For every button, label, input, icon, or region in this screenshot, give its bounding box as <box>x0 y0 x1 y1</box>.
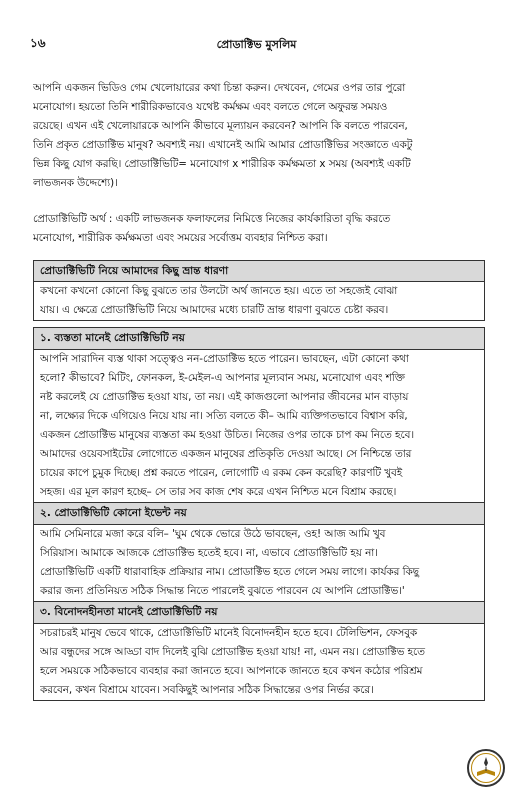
definition-line: প্রোডাক্টিভিটি অর্থ : একটি লাভজনক ফলাফলের নিমিত্তে নিজের কার্যকারিতা বৃদ্ধি করতে <box>33 213 391 225</box>
definition-paragraph <box>33 210 485 248</box>
intro-paragraph <box>33 79 485 193</box>
definition-line: মনোযোগ, শারীরিক কর্মক্ষমতা এবং সময়ের সর্বোত্তম ব্যবহার নিশ্চিত করা। <box>33 232 328 244</box>
section-line: চায়ের কাপে চুমুক দিচ্ছে। প্রশ্ন করতে পারেন, লোগোটি এ রকম কেন করেছি? কারণটি খুবই <box>40 467 403 479</box>
intro-line: মনোযোগ। হয়তো তিনি শারীরিকভাবেও যথেষ্ট কর্মক্ষম এবং বলতে গেলে অফুরন্ত সময়ও <box>33 101 388 113</box>
page-header <box>30 36 483 54</box>
intro-line: আপনি একজন ভিডিও গেম খেলোয়ারের কথা চিন্তা করুন। দেখবেন, গেমের ওপর তার পুরো <box>33 82 406 94</box>
section-line: আপনি সারাদিন ব্যস্ত থাকা সত্ত্বেও নন-প্রোডাক্টিভ হতে পারেন। ভাবছেন, এটা কোনো কথা <box>40 353 409 365</box>
section-line: সহজ। এর মূল কারণ হচ্ছে– সে তার সব কাজ শেষ করে এখন নিশ্চিত মনে বিশ্রাম করছে। <box>40 486 397 498</box>
section-heading-entertainment: ৩. বিনোদনহীনতা মানেই প্রোডাক্টিভিটি নয় <box>34 601 484 624</box>
section-line: না, লক্ষ্যের দিকে এগিয়েও নিয়ে যায় না। সত্যি বলতে কী– আমি ব্যক্তিগতভাবে বিশ্বাস করি, <box>40 410 408 422</box>
section-line: নষ্ট করলেই যে প্রোডাক্টিভ হওয়া যায়, তা নয়। এই কাজগুলো আপনার জীবনের মান বাড়ায় <box>40 391 409 403</box>
section-line: আমি সেমিনারে মজা করে বলি– 'ঘুম থেকে ভোরে উঠে ভাবছেন, ওহ! আজ আমি খুব <box>40 528 386 540</box>
misconceptions-line: কখনো কখনো কোনো কিছু বুঝতে তার উলটো অর্থ জানতে হয়। এতে তা সহজেই বোঝা <box>40 285 398 297</box>
section-line: প্রোডাক্টিভিটি একটি ধারাবাহিক প্রক্রিয়ার নাম। প্রোডাক্টিভ হতে গেলে সময় লাগে। কার্যকর কিছু <box>40 566 419 578</box>
section-line: একজন প্রোডাক্টিভ মানুষের ব্যস্ততা কম হওয়া উচিত। নিজের ওপর তাকে চাপ কম নিতে হবে। <box>40 429 415 441</box>
section-heading-busyness: ১. ব্যস্ততা মানেই প্রোডাক্টিভিটি নয় <box>34 328 484 350</box>
section-body-busyness <box>34 350 484 502</box>
intro-line: ভিন্ন কিছু যোগ করছি। প্রোডাক্টিভিটি= মনোযোগ x শারীরিক কর্মক্ষমতা x সময় (অবশ্যই একটি <box>33 158 411 170</box>
section-line: আমাদের ওয়েবসাইটের লোগোতে একজন মানুষের প্রতিকৃতি দেওয়া আছে। সে নিশ্চিন্তে তার <box>40 448 412 460</box>
book-logo-icon <box>466 748 506 788</box>
section-line: করার জন্য প্রতিনিয়ত সঠিক সিদ্ধান্ত নিতে পারলেই বুঝতে পারবেন যে আপনি প্রোডাক্টিভ।' <box>40 585 405 597</box>
section-body-event <box>34 525 484 601</box>
section-line: সিরিয়াস। আমাকে আজকে প্রোডাক্টিভ হতেই হবে। না, এভাবে প্রোডাক্টিভিটি হয় না। <box>40 547 378 559</box>
section-line: সচরাচরই মানুষ ভেবে থাকে, প্রোডাক্টিভিটি মানেই বিনোদনহীন হতে হবে। টেলিভিশন, ফেসবুক <box>40 627 418 639</box>
misconceptions-box <box>33 260 485 321</box>
section-heading-event: ২. প্রোডাক্টিভিটি কোনো ইভেন্ট নয় <box>34 502 484 525</box>
intro-line: তিনি প্রকৃত প্রোডাক্টিভ মানুষ? অবশ্যই নয়। এখানেই আমি আমার প্রোডাক্টিভির সংজ্ঞাতে একটু <box>33 139 413 151</box>
section-line: আর বন্ধুদের সঙ্গে আড্ডা বাদ দিলেই বুঝি প্রোডাক্টিভ হওয়া যায়! না, এমন নয়। প্রোডাক্টিভ হতে <box>40 646 425 658</box>
intro-line: রয়েছে। এখন এই খেলোয়ারকে আপনি কীভাবে মূল্যায়ন করবেন? আপনি কি বলতে পারবেন, <box>33 120 408 132</box>
sections-box <box>33 327 485 701</box>
misconceptions-heading: প্রোডাক্টিভিটি নিয়ে আমাদের কিছু ভ্রান্ত ধারণা <box>34 261 484 282</box>
intro-line: লাভজনক উদ্দেশ্যে)। <box>33 177 118 189</box>
misconceptions-body <box>34 282 484 320</box>
section-line: হলো? কীভাবে? মিটিং, ফোনকল, ই-মেইল-এ আপনার মূল্যবান সময়, মনোযোগ এবং শক্তি <box>40 372 405 384</box>
misconceptions-line: যায়। এ ক্ষেত্রে প্রোডাক্টিভিটি নিয়ে আমাদের মধ্যে চারটি ভ্রান্ত ধারণা বুঝতে চেষ্টা করব। <box>40 304 389 316</box>
section-line: হলে সময়কে সঠিকভাবে ব্যবহার করা জানতে হবে। আপনাকে জানতে হবে কখন কঠোর পরিশ্রম <box>40 665 423 677</box>
section-body-entertainment <box>34 624 484 700</box>
section-line: করবেন, কখন বিশ্রামে যাবেন। সবকিছুই আপনার সঠিক সিদ্ধান্তের ওপর নির্ভর করে। <box>40 684 374 696</box>
running-head-title: প্রোডাক্টিভ মুসলিম <box>216 37 297 51</box>
page-number: ১৬ <box>30 36 46 50</box>
